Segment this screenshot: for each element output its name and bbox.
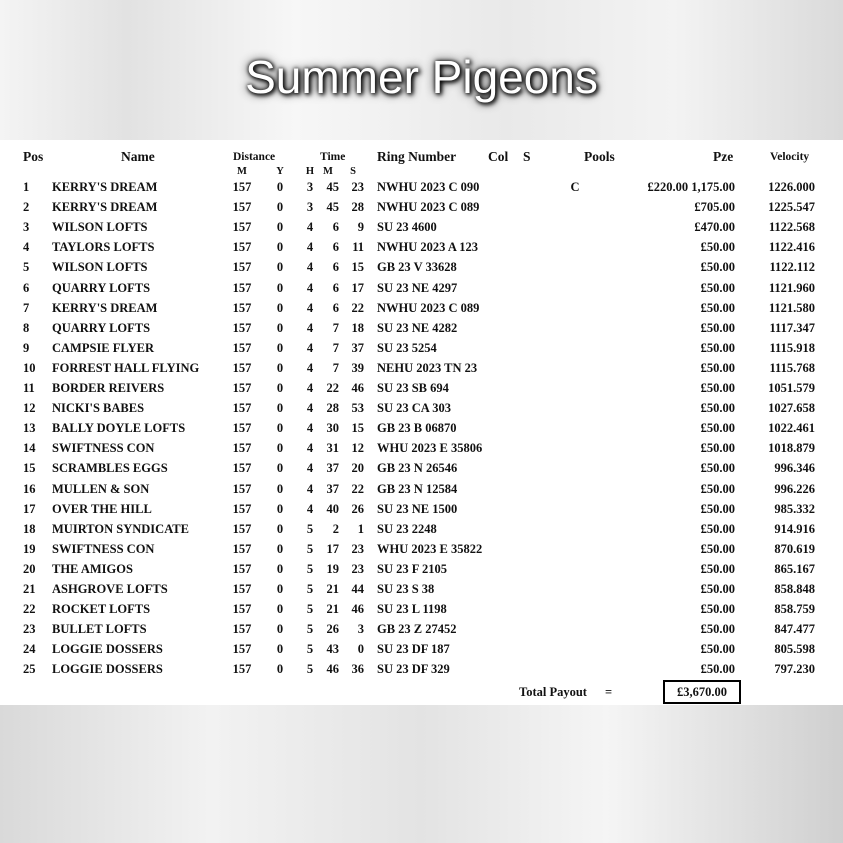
cell-h: 5 <box>306 662 314 677</box>
cell-ss: 26 <box>351 501 364 516</box>
cell-mm: 7 <box>332 340 339 355</box>
cell-y: 0 <box>276 521 284 536</box>
cell-mm: 6 <box>332 300 339 315</box>
cell-ss: 12 <box>351 441 364 456</box>
header-distance: Distance <box>233 151 276 163</box>
cell-ss: 36 <box>351 662 364 677</box>
table-row <box>0 399 843 417</box>
cell-m: 157 <box>232 441 252 456</box>
cell-m: 157 <box>232 260 252 275</box>
cell-ss: 1 <box>357 521 364 536</box>
cell-h: 4 <box>306 381 314 395</box>
cell-h: 4 <box>306 501 314 516</box>
cell-m: 157 <box>232 240 252 255</box>
cell-name: QUARRY LOFTS <box>52 320 151 335</box>
cell-ss: 46 <box>351 381 364 395</box>
cell-vel: 996.226 <box>774 481 815 496</box>
cell-mm: 45 <box>326 180 339 194</box>
cell-h: 4 <box>306 441 314 456</box>
cell-h: 4 <box>306 340 314 355</box>
cell-vel: 1122.112 <box>769 260 815 275</box>
cell-mm: 22 <box>326 381 339 395</box>
cell-ring: NWHU 2023 A 123 <box>377 240 479 255</box>
cell-ss: 23 <box>351 180 364 194</box>
cell-pze: £50.00 <box>700 300 735 315</box>
cell-mm: 7 <box>332 360 339 375</box>
cell-pze: £50.00 <box>700 441 735 456</box>
cell-m: 157 <box>232 280 252 295</box>
cell-ring: GB 23 B 06870 <box>377 421 457 436</box>
background-blur-bottom <box>0 705 843 843</box>
cell-y: 0 <box>276 280 284 295</box>
total-payout-equals: = <box>605 685 613 699</box>
cell-ring: SU 23 F 2105 <box>377 561 448 576</box>
cell-pos: 19 <box>23 541 36 556</box>
cell-y: 0 <box>276 561 284 576</box>
cell-y: 0 <box>276 200 284 215</box>
cell-y: 0 <box>276 642 284 657</box>
cell-vel: 996.346 <box>774 461 815 476</box>
table-row <box>0 218 843 236</box>
header-velocity: Velocity <box>770 151 810 163</box>
cell-h: 5 <box>306 521 314 536</box>
table-row <box>0 640 843 658</box>
cell-h: 3 <box>306 200 314 215</box>
cell-y: 0 <box>276 240 284 255</box>
subheader-m: M <box>237 166 247 177</box>
cell-ring: NWHU 2023 C 089 <box>377 200 480 215</box>
cell-y: 0 <box>276 541 284 556</box>
cell-y: 0 <box>276 421 284 436</box>
cell-mm: 31 <box>326 441 339 456</box>
cell-y: 0 <box>276 582 284 596</box>
cell-pze: £220.00 1,175.00 <box>647 180 735 194</box>
cell-m: 157 <box>232 360 252 375</box>
cell-mm: 26 <box>326 622 339 637</box>
table-row <box>0 319 843 337</box>
cell-ring: SU 23 NE 4282 <box>377 320 458 335</box>
cell-h: 3 <box>306 180 314 194</box>
cell-pos: 4 <box>23 240 30 255</box>
cell-pze: £50.00 <box>700 401 735 416</box>
cell-name: BULLET LOFTS <box>52 622 147 637</box>
cell-pze: £50.00 <box>700 501 735 516</box>
cell-ring: NEHU 2023 TN 23 <box>377 360 478 375</box>
cell-y: 0 <box>276 340 284 355</box>
cell-mm: 21 <box>326 602 339 617</box>
cell-name: WILSON LOFTS <box>52 220 148 235</box>
table-row <box>0 359 843 377</box>
cell-vel: 858.759 <box>774 602 815 617</box>
cell-pos: 21 <box>23 582 36 596</box>
table-row <box>0 480 843 498</box>
cell-ss: 15 <box>351 421 364 436</box>
table-row <box>0 439 843 457</box>
cell-name: SWIFTNESS CON <box>52 541 155 556</box>
cell-name: ROCKET LOFTS <box>52 602 151 617</box>
cell-vel: 985.332 <box>774 501 815 516</box>
cell-ring: SU 23 DF 329 <box>377 662 450 677</box>
cell-mm: 30 <box>326 421 339 436</box>
cell-pos: 6 <box>23 280 30 295</box>
cell-ring: NWHU 2023 C 089 <box>377 300 480 315</box>
table-row <box>0 580 843 598</box>
cell-vel: 1115.918 <box>769 340 815 355</box>
cell-name: ASHGROVE LOFTS <box>52 582 168 596</box>
cell-ss: 22 <box>351 300 364 315</box>
cell-mm: 37 <box>326 481 339 496</box>
cell-m: 157 <box>232 521 252 536</box>
subheader-ss: S <box>350 166 356 177</box>
table-row <box>0 459 843 477</box>
cell-pos: 8 <box>23 320 30 335</box>
cell-pos: 3 <box>23 220 30 235</box>
cell-pze: £50.00 <box>700 642 735 657</box>
cell-h: 4 <box>306 260 314 275</box>
cell-name: QUARRY LOFTS <box>52 280 151 295</box>
cell-pos: 12 <box>23 401 36 416</box>
cell-h: 4 <box>306 481 314 496</box>
cell-h: 4 <box>306 360 314 375</box>
cell-m: 157 <box>232 602 252 617</box>
cell-pze: £470.00 <box>694 220 735 235</box>
cell-name: KERRY'S DREAM <box>52 200 158 215</box>
cell-ring: WHU 2023 E 35822 <box>377 541 483 556</box>
table-row <box>0 379 843 397</box>
cell-y: 0 <box>276 220 284 235</box>
cell-h: 5 <box>306 541 314 556</box>
cell-pos: 17 <box>23 501 36 516</box>
cell-name: TAYLORS LOFTS <box>52 240 155 255</box>
cell-m: 157 <box>232 220 252 235</box>
cell-vel: 1122.416 <box>768 240 815 255</box>
header-ring-number: Ring Number <box>377 149 457 164</box>
cell-h: 5 <box>306 561 314 576</box>
cell-h: 4 <box>306 320 314 335</box>
cell-ss: 3 <box>357 622 364 637</box>
cell-mm: 28 <box>326 401 339 416</box>
cell-mm: 6 <box>332 260 339 275</box>
cell-pos: 20 <box>23 561 36 576</box>
cell-pze: £50.00 <box>700 280 735 295</box>
cell-ring: GB 23 Z 27452 <box>377 622 457 637</box>
cell-vel: 858.848 <box>774 582 815 596</box>
cell-m: 157 <box>232 421 252 436</box>
cell-h: 5 <box>306 642 314 657</box>
cell-pos: 25 <box>23 662 36 677</box>
cell-ring: SU 23 NE 4297 <box>377 280 458 295</box>
cell-h: 4 <box>306 401 314 416</box>
cell-pze: £50.00 <box>700 582 735 596</box>
cell-name: KERRY'S DREAM <box>52 180 158 194</box>
cell-pos: 22 <box>23 602 36 617</box>
cell-ss: 46 <box>351 602 364 617</box>
cell-vel: 1121.960 <box>768 280 815 295</box>
cell-y: 0 <box>276 481 284 496</box>
cell-pos: 16 <box>23 481 36 496</box>
cell-name: LOGGIE DOSSERS <box>52 662 163 677</box>
cell-m: 157 <box>232 582 252 596</box>
cell-m: 157 <box>232 180 252 194</box>
cell-ring: SU 23 L 1198 <box>377 602 447 617</box>
cell-y: 0 <box>276 320 284 335</box>
cell-m: 157 <box>232 481 252 496</box>
cell-ss: 23 <box>351 561 364 576</box>
cell-ss: 17 <box>351 280 364 295</box>
cell-ss: 9 <box>357 220 364 235</box>
cell-pze: £50.00 <box>700 260 735 275</box>
cell-vel: 797.230 <box>774 662 815 677</box>
header-name: Name <box>121 149 155 164</box>
table-row <box>0 198 843 216</box>
cell-ss: 22 <box>351 481 364 496</box>
cell-mm: 6 <box>332 240 339 255</box>
cell-pze: £50.00 <box>700 240 735 255</box>
cell-m: 157 <box>232 501 252 516</box>
table-row <box>0 419 843 437</box>
header-pze: Pze <box>713 149 734 164</box>
cell-m: 157 <box>232 541 252 556</box>
table-row <box>0 520 843 538</box>
table-row <box>0 560 843 578</box>
cell-vel: 847.477 <box>774 622 815 637</box>
cell-pze: £50.00 <box>700 662 735 677</box>
cell-ring: GB 23 V 33628 <box>377 260 457 275</box>
table-row <box>0 339 843 357</box>
cell-vel: 870.619 <box>774 541 815 556</box>
table-row <box>0 178 843 196</box>
cell-pos: 7 <box>23 300 30 315</box>
cell-y: 0 <box>276 260 284 275</box>
cell-pos: 2 <box>23 200 30 215</box>
subheader-mm: M <box>323 166 333 177</box>
cell-ss: 28 <box>351 200 364 215</box>
cell-y: 0 <box>276 381 284 395</box>
cell-pos: 18 <box>23 521 36 536</box>
cell-vel: 1115.768 <box>769 360 815 375</box>
cell-ring: GB 23 N 12584 <box>377 481 458 496</box>
cell-m: 157 <box>232 320 252 335</box>
header-time: Time <box>320 151 346 163</box>
cell-name: OVER THE HILL <box>52 501 152 516</box>
cell-ring: WHU 2023 E 35806 <box>377 441 483 456</box>
cell-ring: SU 23 4600 <box>377 220 437 235</box>
cell-name: MULLEN & SON <box>52 481 150 496</box>
cell-name: KERRY'S DREAM <box>52 300 158 315</box>
cell-pze: £50.00 <box>700 481 735 496</box>
cell-vel: 1122.568 <box>768 220 815 235</box>
page-title: Summer Pigeons <box>245 51 598 103</box>
cell-mm: 19 <box>326 561 339 576</box>
cell-pze: £50.00 <box>700 381 735 395</box>
cell-pze: £50.00 <box>700 622 735 637</box>
cell-name: WILSON LOFTS <box>52 260 148 275</box>
cell-pze: £50.00 <box>700 541 735 556</box>
cell-pze: £705.00 <box>694 200 735 215</box>
cell-ss: 0 <box>357 642 364 657</box>
cell-ss: 11 <box>352 240 364 255</box>
cell-pze: £50.00 <box>700 602 735 617</box>
cell-mm: 7 <box>332 320 339 335</box>
cell-pos: 13 <box>23 421 36 436</box>
total-payout-label: Total Payout <box>519 685 587 699</box>
subheader-h: H <box>305 166 315 177</box>
cell-pos: 11 <box>23 381 35 395</box>
cell-y: 0 <box>276 300 284 315</box>
cell-y: 0 <box>276 180 284 194</box>
cell-pos: 10 <box>23 360 36 375</box>
cell-ss: 20 <box>351 461 364 476</box>
cell-y: 0 <box>276 441 284 456</box>
cell-vel: 1121.580 <box>768 300 815 315</box>
cell-mm: 40 <box>326 501 339 516</box>
cell-pos: 1 <box>23 180 30 194</box>
cell-name: THE AMIGOS <box>52 561 133 576</box>
header-pools: Pools <box>584 149 615 164</box>
cell-y: 0 <box>276 360 284 375</box>
cell-ss: 53 <box>351 401 364 416</box>
cell-pze: £50.00 <box>700 421 735 436</box>
cell-name: LOGGIE DOSSERS <box>52 642 163 657</box>
cell-vel: 1022.461 <box>768 421 815 436</box>
cell-ring: SU 23 5254 <box>377 340 437 355</box>
cell-ss: 44 <box>351 582 364 596</box>
cell-vel: 1117.347 <box>769 320 815 335</box>
cell-mm: 37 <box>326 461 339 476</box>
table-row <box>0 279 843 297</box>
cell-m: 157 <box>232 662 252 677</box>
cell-m: 157 <box>232 461 252 476</box>
cell-vel: 1226.000 <box>768 180 815 194</box>
cell-y: 0 <box>276 622 284 637</box>
cell-name: SCRAMBLES EGGS <box>52 461 168 476</box>
cell-y: 0 <box>276 401 284 416</box>
table-row <box>0 299 843 317</box>
cell-h: 4 <box>306 300 314 315</box>
cell-mm: 6 <box>332 220 339 235</box>
cell-pze: £50.00 <box>700 461 735 476</box>
cell-vel: 1027.658 <box>768 401 815 416</box>
cell-pos: 24 <box>23 642 36 657</box>
cell-vel: 1051.579 <box>768 381 815 395</box>
subheader-y: Y <box>276 166 284 177</box>
cell-name: BALLY DOYLE LOFTS <box>52 421 186 436</box>
cell-ring: SU 23 SB 694 <box>377 381 449 395</box>
cell-ss: 37 <box>351 340 364 355</box>
cell-mm: 17 <box>326 541 339 556</box>
cell-vel: 1018.879 <box>768 441 815 456</box>
cell-m: 157 <box>232 200 252 215</box>
cell-pze: £50.00 <box>700 360 735 375</box>
cell-pool: C <box>570 180 580 194</box>
cell-y: 0 <box>276 501 284 516</box>
cell-ring: SU 23 NE 1500 <box>377 501 458 516</box>
cell-ss: 18 <box>351 320 364 335</box>
table-row <box>0 238 843 256</box>
cell-pos: 23 <box>23 622 36 637</box>
table-row <box>0 620 843 638</box>
cell-pos: 15 <box>23 461 36 476</box>
cell-ss: 39 <box>351 360 364 375</box>
cell-ring: SU 23 S 38 <box>377 582 435 596</box>
cell-mm: 2 <box>332 521 339 536</box>
cell-pze: £50.00 <box>700 340 735 355</box>
table-row <box>0 540 843 558</box>
cell-h: 4 <box>306 461 314 476</box>
cell-ss: 23 <box>351 541 364 556</box>
cell-h: 4 <box>306 280 314 295</box>
cell-ring: SU 23 CA 303 <box>377 401 451 416</box>
cell-h: 4 <box>306 220 314 235</box>
cell-h: 5 <box>306 582 314 596</box>
cell-name: MUIRTON SYNDICATE <box>52 521 189 536</box>
cell-mm: 43 <box>326 642 339 657</box>
cell-mm: 45 <box>326 200 339 215</box>
cell-m: 157 <box>232 381 252 395</box>
cell-ring: NWHU 2023 C 090 <box>377 180 480 194</box>
cell-m: 157 <box>232 340 252 355</box>
table-row <box>0 258 843 276</box>
cell-h: 4 <box>306 240 314 255</box>
cell-ring: SU 23 DF 187 <box>377 642 450 657</box>
results-sheet <box>0 140 843 705</box>
cell-y: 0 <box>276 602 284 617</box>
cell-h: 5 <box>306 622 314 637</box>
cell-pos: 14 <box>23 441 36 456</box>
cell-name: FORREST HALL FLYING <box>52 360 200 375</box>
cell-ring: GB 23 N 26546 <box>377 461 458 476</box>
cell-vel: 1225.547 <box>768 200 815 215</box>
table-row <box>0 660 843 678</box>
cell-y: 0 <box>276 461 284 476</box>
cell-m: 157 <box>232 622 252 637</box>
cell-name: NICKI'S BABES <box>52 401 145 416</box>
cell-mm: 46 <box>326 662 339 677</box>
cell-vel: 805.598 <box>774 642 815 657</box>
cell-ring: SU 23 2248 <box>377 521 437 536</box>
cell-mm: 21 <box>326 582 339 596</box>
cell-name: BORDER REIVERS <box>52 381 165 395</box>
cell-h: 4 <box>306 421 314 436</box>
cell-vel: 914.916 <box>774 521 815 536</box>
cell-m: 157 <box>232 300 252 315</box>
cell-name: SWIFTNESS CON <box>52 441 155 456</box>
cell-y: 0 <box>276 662 284 677</box>
total-payout-row <box>0 683 843 701</box>
header-s: S <box>523 149 531 164</box>
cell-h: 5 <box>306 602 314 617</box>
cell-mm: 6 <box>332 280 339 295</box>
header-pos: Pos <box>23 149 44 164</box>
cell-m: 157 <box>232 561 252 576</box>
cell-ss: 15 <box>351 260 364 275</box>
cell-pos: 9 <box>23 340 30 355</box>
table-row <box>0 500 843 518</box>
cell-pos: 5 <box>23 260 30 275</box>
cell-m: 157 <box>232 642 252 657</box>
cell-vel: 865.167 <box>774 561 815 576</box>
total-payout-value: £3,670.00 <box>663 680 741 704</box>
cell-pze: £50.00 <box>700 561 735 576</box>
cell-pze: £50.00 <box>700 320 735 335</box>
cell-name: CAMPSIE FLYER <box>52 340 154 355</box>
cell-pze: £50.00 <box>700 521 735 536</box>
cell-m: 157 <box>232 401 252 416</box>
table-row <box>0 600 843 618</box>
header-col: Col <box>488 149 509 164</box>
